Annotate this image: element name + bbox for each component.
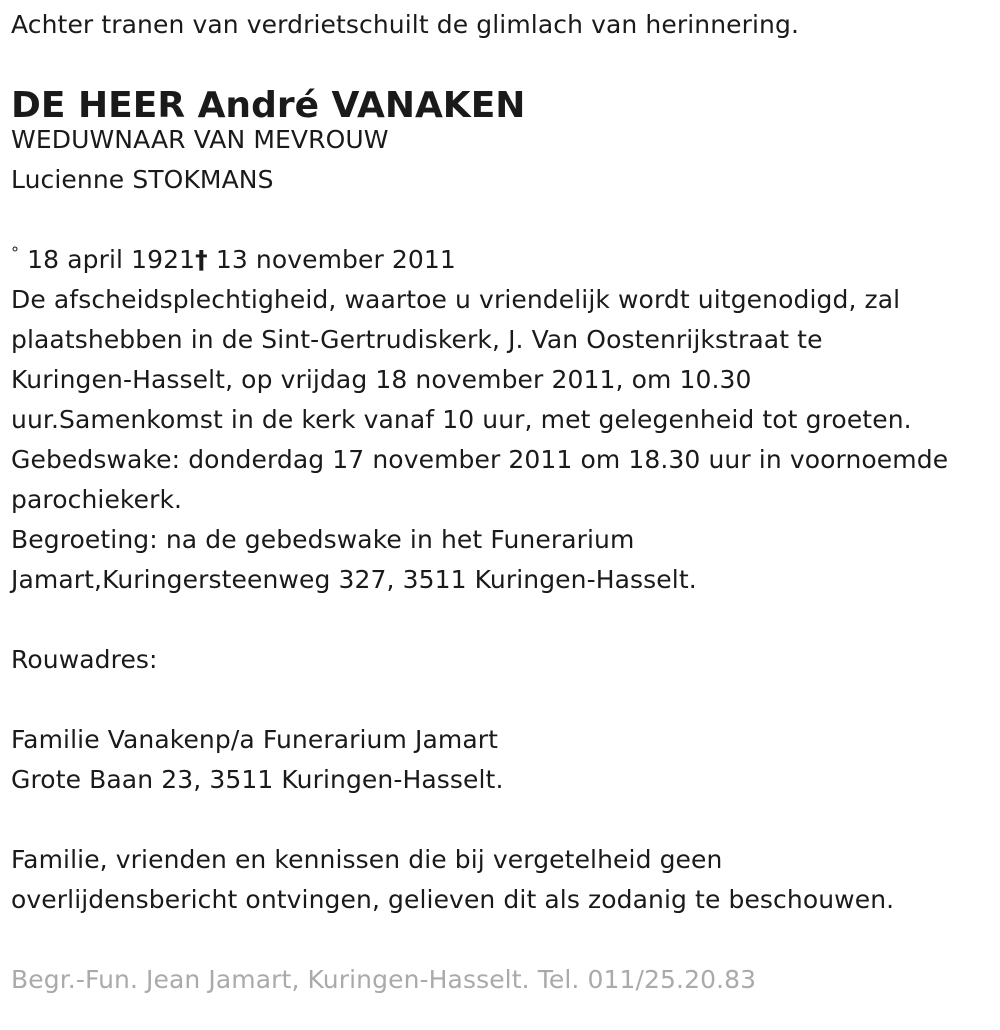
address-line: Familie Vanakenp/a Funerarium Jamart	[11, 725, 499, 754]
death-notice	[11, 0, 991, 1000]
ceremony-line: Kuringen-Hasselt, op vrijdag 18 november 2011, om 10.30	[11, 365, 752, 394]
ceremony-line: plaatshebben in de Sint-Gertrudiskerk, J. Van Oostenrijkstraat te	[11, 325, 823, 354]
closing-line: Familie, vrienden en kennissen die bij vergetelheid geen	[11, 845, 723, 874]
ceremony-line: Begroeting: na de gebedswake in het Funerarium	[11, 525, 635, 554]
motto: Achter tranen van verdrietschuilt de glimlach van herinnering.	[11, 10, 799, 39]
ceremony-line: Jamart,Kuringersteenweg 327, 3511 Kuringen-Hasselt.	[11, 565, 697, 594]
birth-date: 18 april 1921	[27, 245, 196, 274]
spacer	[11, 200, 991, 240]
ceremony-line: Gebedswake: donderdag 17 november 2011 om 18.30 uur in voornoemde	[11, 445, 949, 474]
ceremony-line: De afscheidsplechtigheid, waartoe u vriendelijk wordt uitgenodigd, zal	[11, 285, 901, 314]
spacer	[11, 600, 991, 640]
life-dates	[11, 240, 991, 280]
spouse-name: Lucienne STOKMANS	[11, 165, 274, 194]
birth-symbol: °	[11, 243, 20, 263]
spacer	[11, 800, 991, 840]
spacer	[11, 680, 991, 720]
closing-line: overlijdensbericht ontvingen, gelieven dit als zodanig te beschouwen.	[11, 885, 895, 914]
death-date: 13 november 2011	[215, 245, 456, 274]
deceased-name: DE HEER André VANAKEN	[11, 85, 526, 126]
death-cross-icon: †	[195, 245, 208, 274]
ceremony-line: uur.Samenkomst in de kerk vanaf 10 uur, met gelegenheid tot groeten.	[11, 405, 912, 434]
spacer	[11, 920, 991, 960]
ceremony-line: parochiekerk.	[11, 485, 183, 514]
funeral-home-footer: Begr.-Fun. Jean Jamart, Kuringen-Hasselt. Tel. 011/25.20.83	[11, 965, 757, 994]
mourning-address-label: Rouwadres:	[11, 645, 158, 674]
spacer	[11, 40, 991, 80]
spouse-title: WEDUWNAAR VAN MEVROUW	[11, 125, 389, 154]
address-line: Grote Baan 23, 3511 Kuringen-Hasselt.	[11, 765, 504, 794]
